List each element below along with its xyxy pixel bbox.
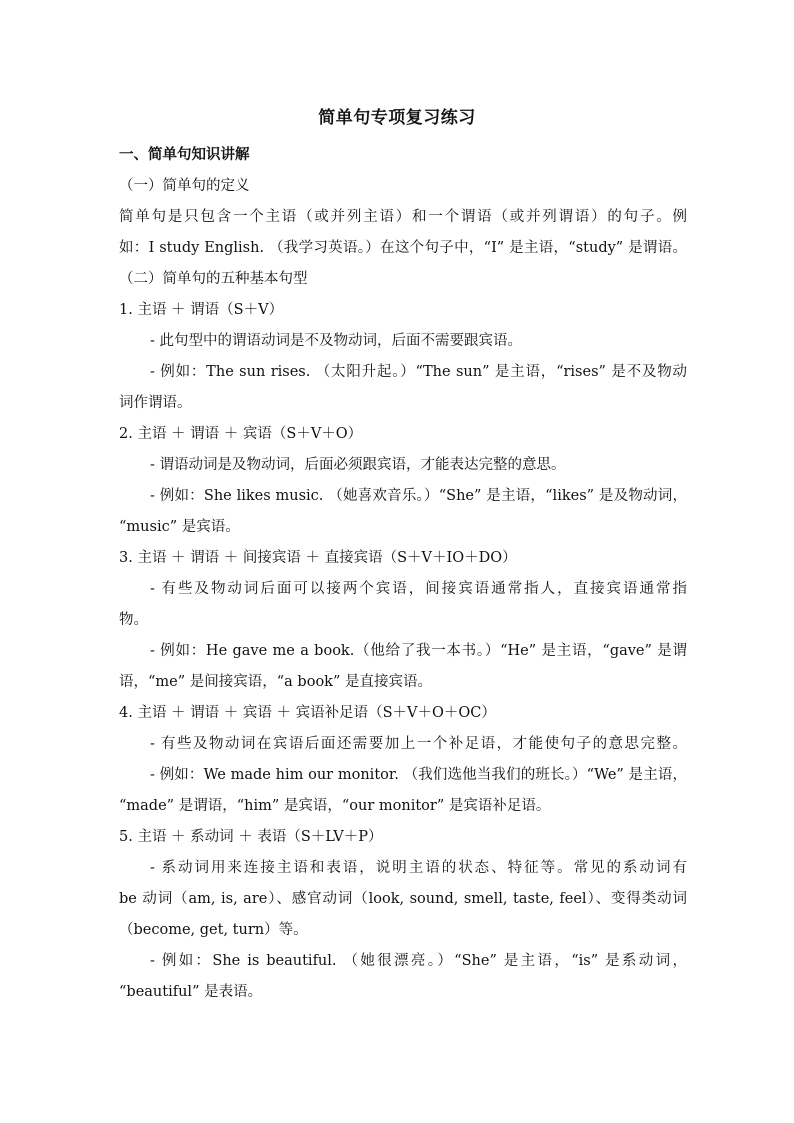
pattern-line: （become, get, turn）等。 [119,922,308,938]
pattern-line: - 有些及物动词后面可以接两个宾语，间接宾语通常指人，直接宾语通常指 [150,581,687,597]
pattern-line: - 例如：The sun rises. （太阳升起。）“The sun” 是主语，“rises” 是不及物动 [150,364,687,380]
definition-line-2: 如：I study English. （我学习英语。）在这个句子中，“I” 是主语，“study” 是谓语。 [119,240,687,256]
definition-line-1: 简单句是只包含一个主语（或并列主语）和一个谓语（或并列谓语）的句子。例 [119,209,687,225]
pattern-line: - 例如：He gave me a book.（他给了我一本书。）“He” 是主语，“gave” 是谓 [150,643,687,659]
pattern-line: - 有些及物动词在宾语后面还需要加上一个补足语，才能使句子的意思完整。 [150,736,687,752]
pattern-heading: 5. 主语 ＋ 系动词 ＋ 表语（S＋LV＋P） [119,829,383,845]
pattern-line: - 系动词用来连接主语和表语，说明主语的状态、特征等。常见的系动词有 [150,860,687,876]
subsection-heading: （一）简单句的定义 [119,178,250,194]
pattern-heading: 2. 主语 ＋ 谓语 ＋ 宾语（S＋V＋O） [119,426,363,442]
pattern-line: 物。 [119,612,148,628]
pattern-line: - 例如：We made him our monitor. （我们选他当我们的班长。）“We” 是主语， [150,767,687,783]
pattern-line: - 谓语动词是及物动词，后面必须跟宾语，才能表达完整的意思。 [150,457,566,473]
subsection-heading: （二）简单句的五种基本句型 [119,271,308,287]
pattern-line: 语，“me” 是间接宾语，“a book” 是直接宾语。 [119,674,432,690]
pattern-line: “made” 是谓语，“him” 是宾语，“our monitor” 是宾语补足语。 [119,798,551,814]
document-title: 简单句专项复习练习 [318,108,476,128]
pattern-heading: 1. 主语 ＋ 谓语（S＋V） [119,302,284,318]
pattern-heading: 4. 主语 ＋ 谓语 ＋ 宾语 ＋ 宾语补足语（S＋V＋O＋OC） [119,705,496,721]
pattern-heading: 3. 主语 ＋ 谓语 ＋ 间接宾语 ＋ 直接宾语（S＋V＋IO＋DO） [119,550,517,566]
section-heading: 一、简单句知识讲解 [119,146,250,163]
pattern-line: - 此句型中的谓语动词是不及物动词，后面不需要跟宾语。 [150,333,523,349]
pattern-line: - 例如：She likes music. （她喜欢音乐。）“She” 是主语，“likes” 是及物动词， [150,488,687,504]
pattern-line: “music” 是宾语。 [119,519,240,535]
pattern-line: “beautiful” 是表语。 [119,984,263,1000]
pattern-line: 词作谓语。 [119,395,192,411]
pattern-line: be 动词（am, is, are）、感官动词（look, sound, smell, taste, feel）、变得类动词 [119,891,687,907]
pattern-line: - 例如：She is beautiful. （她很漂亮。）“She” 是主语，“is” 是系动词， [150,953,687,969]
